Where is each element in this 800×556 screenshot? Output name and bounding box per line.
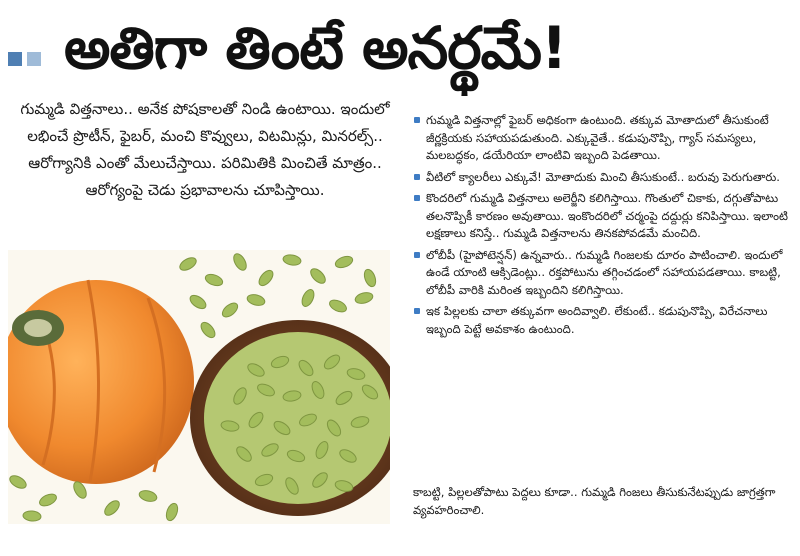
accent-square-icon [8,52,22,66]
list-item [413,247,793,300]
bullet-icon [414,195,420,201]
list-item [413,303,793,338]
list-item [413,190,793,243]
list-item [413,169,793,187]
bullet-icon [414,252,420,258]
header [0,0,800,96]
pumpkin-seeds-photo [8,250,390,524]
bullet-list [413,112,793,342]
intro-paragraph: గుమ్మడి విత్తనాలు.. అనేక పోషకాలతో నిండి ఉంటాయి. ఇందులో లభించే ప్రొటీన్, ఫైబర్, మంచి కొవ్వులు, విటమిన్లు, మినరల్స్.. ఆరోగ్యానికి ఎంతో మేలుచేస్తాయి. పరిమితికి మించితే మాత్రం.. ఆరోగ్యంపై చెడు ప్రభావాలను చూపిస్తాయి. [20,100,390,199]
bullet-icon [414,117,420,123]
list-item-text: ఇక పిల్లలకు చాలా తక్కువగా అందివ్వాలి. లేకుంటే.. కడుపునొప్పి, విరేచనాలు ఇబ్బంది పెట్టే అవకాశం ఉంటుంది. [426,304,768,336]
accent-square-icon [27,52,41,66]
bullet-icon [414,308,420,314]
list-item-text: కొందరిలో గుమ్మడి విత్తనాలు అలెర్జీని కలిగిస్తాయి. గొంతులో చికాకు, దగ్గుతోపాటు తలనొప్పికీ కారణం అవుతాయి. ఇంకొందరిలో చర్మంపై దద్దుర్లు కనిపిస్తాయి. ఇలాంటి లక్షణాలు కనిస్తే.. గుమ్మడి విత్తనాలను తినకపోవడమే మంచిది. [426,191,788,240]
list-item-text: లోబీపీ (హైపోటెన్షన్) ఉన్నవారు.. గుమ్మడి గింజలకు దూరం పాటించాలి. ఇందులో ఉండే యాంటి ఆక్సిడెంట్లు.. రక్తపోటును తగ్గించడంలో సహాయపడతాయి. కాబట్టి, లోబీపీ వారికి మరింత ఇబ్బందిని కలిగిస్తాయి. [426,247,783,297]
list-item [413,112,793,165]
list-item-text: వీటిలో క్యాలరీలు ఎక్కువే! మోతాదుకు మించి తీసుకుంటే.. బరువు పెరుగుతారు. [426,169,780,184]
list-item-text: గుమ్మడి విత్తనాల్లో ఫైబర్ అధికంగా ఉంటుంది. తక్కువ మోతాదులో తీసుకుంటే జీర్ణక్రియకు సహాయపడుతుంది. ఎక్కువైతే.. కడుపునొప్పి, గ్యాస్ సమస్యలు, మలబద్ధకం, డయేరియా లాంటివి ఇబ్బంది పెడతాయి. [426,113,769,162]
bullet-icon [414,174,420,180]
closing-paragraph: కాబట్టి, పిల్లలతోపాటు పెద్దలు కూడా.. గుమ్మడి గింజలు తీసుకునేటప్పుడు జాగ్రత్తగా వ్యవహరించాలి. [413,485,776,517]
headline: అతిగా తింటే అనర్థమే! [64,14,567,82]
